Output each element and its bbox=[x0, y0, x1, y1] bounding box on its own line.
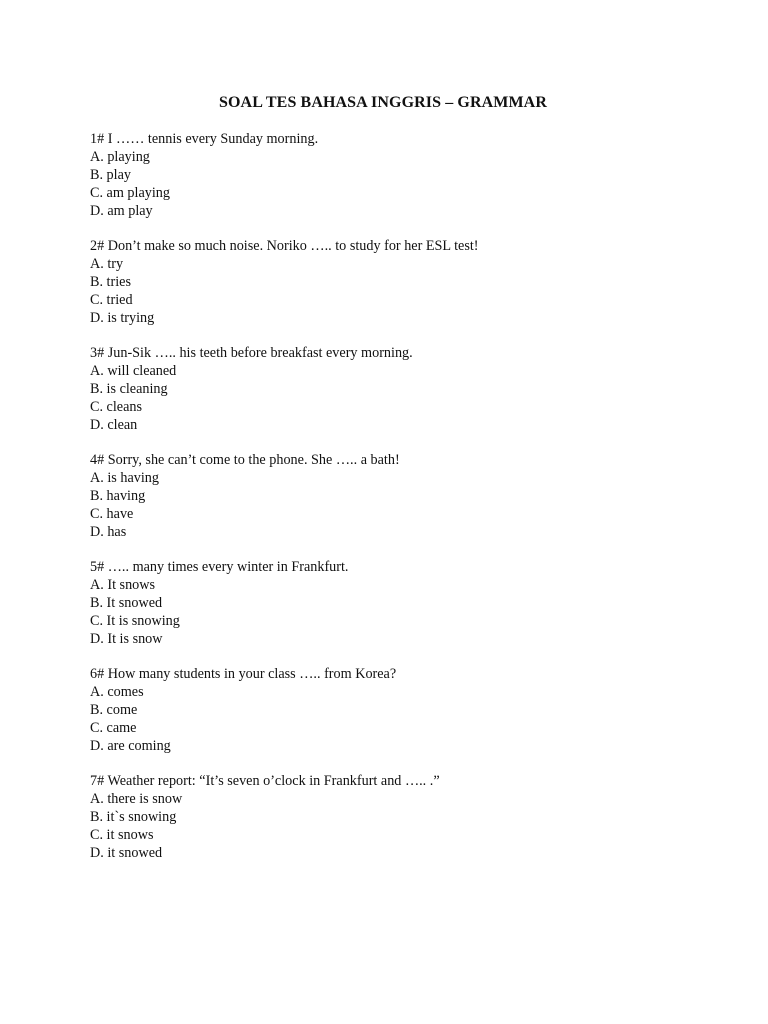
answer-option-b: B. having bbox=[90, 488, 146, 504]
answer-option-d: D. has bbox=[90, 524, 127, 540]
answer-option-c: C. tried bbox=[90, 292, 133, 308]
answer-option-b: B. it`s snowing bbox=[90, 809, 177, 825]
answer-option-a: A. there is snow bbox=[90, 791, 183, 807]
answer-option-d: D. it snowed bbox=[90, 845, 163, 861]
question-5 bbox=[90, 558, 710, 648]
answer-option-d: D. clean bbox=[90, 417, 138, 433]
question-3 bbox=[90, 344, 710, 434]
document-title: SOAL TES BAHASA INGGRIS – GRAMMAR bbox=[219, 94, 547, 111]
question-7 bbox=[90, 772, 710, 862]
answer-option-b: B. It snowed bbox=[90, 595, 163, 611]
answer-option-c: C. am playing bbox=[90, 185, 170, 201]
answer-option-b: B. play bbox=[90, 167, 131, 183]
answer-option-a: A. is having bbox=[90, 470, 159, 486]
answer-option-c: C. cleans bbox=[90, 399, 143, 415]
question-text: 1# I …… tennis every Sunday morning. bbox=[90, 131, 319, 147]
answer-option-a: A. playing bbox=[90, 149, 150, 165]
answer-option-a: A. will cleaned bbox=[90, 363, 177, 379]
question-text: 2# Don’t make so much noise. Noriko ….. to study for her ESL test! bbox=[90, 238, 479, 254]
question-1 bbox=[90, 130, 710, 220]
answer-option-d: D. is trying bbox=[90, 310, 155, 326]
answer-option-c: C. have bbox=[90, 506, 134, 522]
answer-option-c: C. it snows bbox=[90, 827, 154, 843]
question-2 bbox=[90, 237, 710, 327]
answer-option-b: B. is cleaning bbox=[90, 381, 168, 397]
answer-option-c: C. It is snowing bbox=[90, 613, 180, 629]
answer-option-b: B. tries bbox=[90, 274, 131, 290]
answer-option-d: D. am play bbox=[90, 203, 153, 219]
answer-option-c: C. came bbox=[90, 720, 137, 736]
answer-option-d: D. are coming bbox=[90, 738, 171, 754]
question-4 bbox=[90, 451, 710, 541]
question-list bbox=[90, 130, 710, 879]
answer-option-a: A. try bbox=[90, 256, 124, 272]
answer-option-d: D. It is snow bbox=[90, 631, 163, 647]
answer-option-a: A. comes bbox=[90, 684, 144, 700]
question-text: 7# Weather report: “It’s seven o’clock in Frankfurt and ….. .” bbox=[90, 773, 440, 789]
answer-option-a: A. It snows bbox=[90, 577, 156, 593]
question-text: 3# Jun-Sik ….. his teeth before breakfast every morning. bbox=[90, 345, 413, 361]
question-6 bbox=[90, 665, 710, 755]
question-text: 6# How many students in your class ….. from Korea? bbox=[90, 666, 397, 682]
question-text: 5# ….. many times every winter in Frankfurt. bbox=[90, 559, 349, 575]
answer-option-b: B. come bbox=[90, 702, 138, 718]
question-text: 4# Sorry, she can’t come to the phone. She ….. a bath! bbox=[90, 452, 400, 468]
